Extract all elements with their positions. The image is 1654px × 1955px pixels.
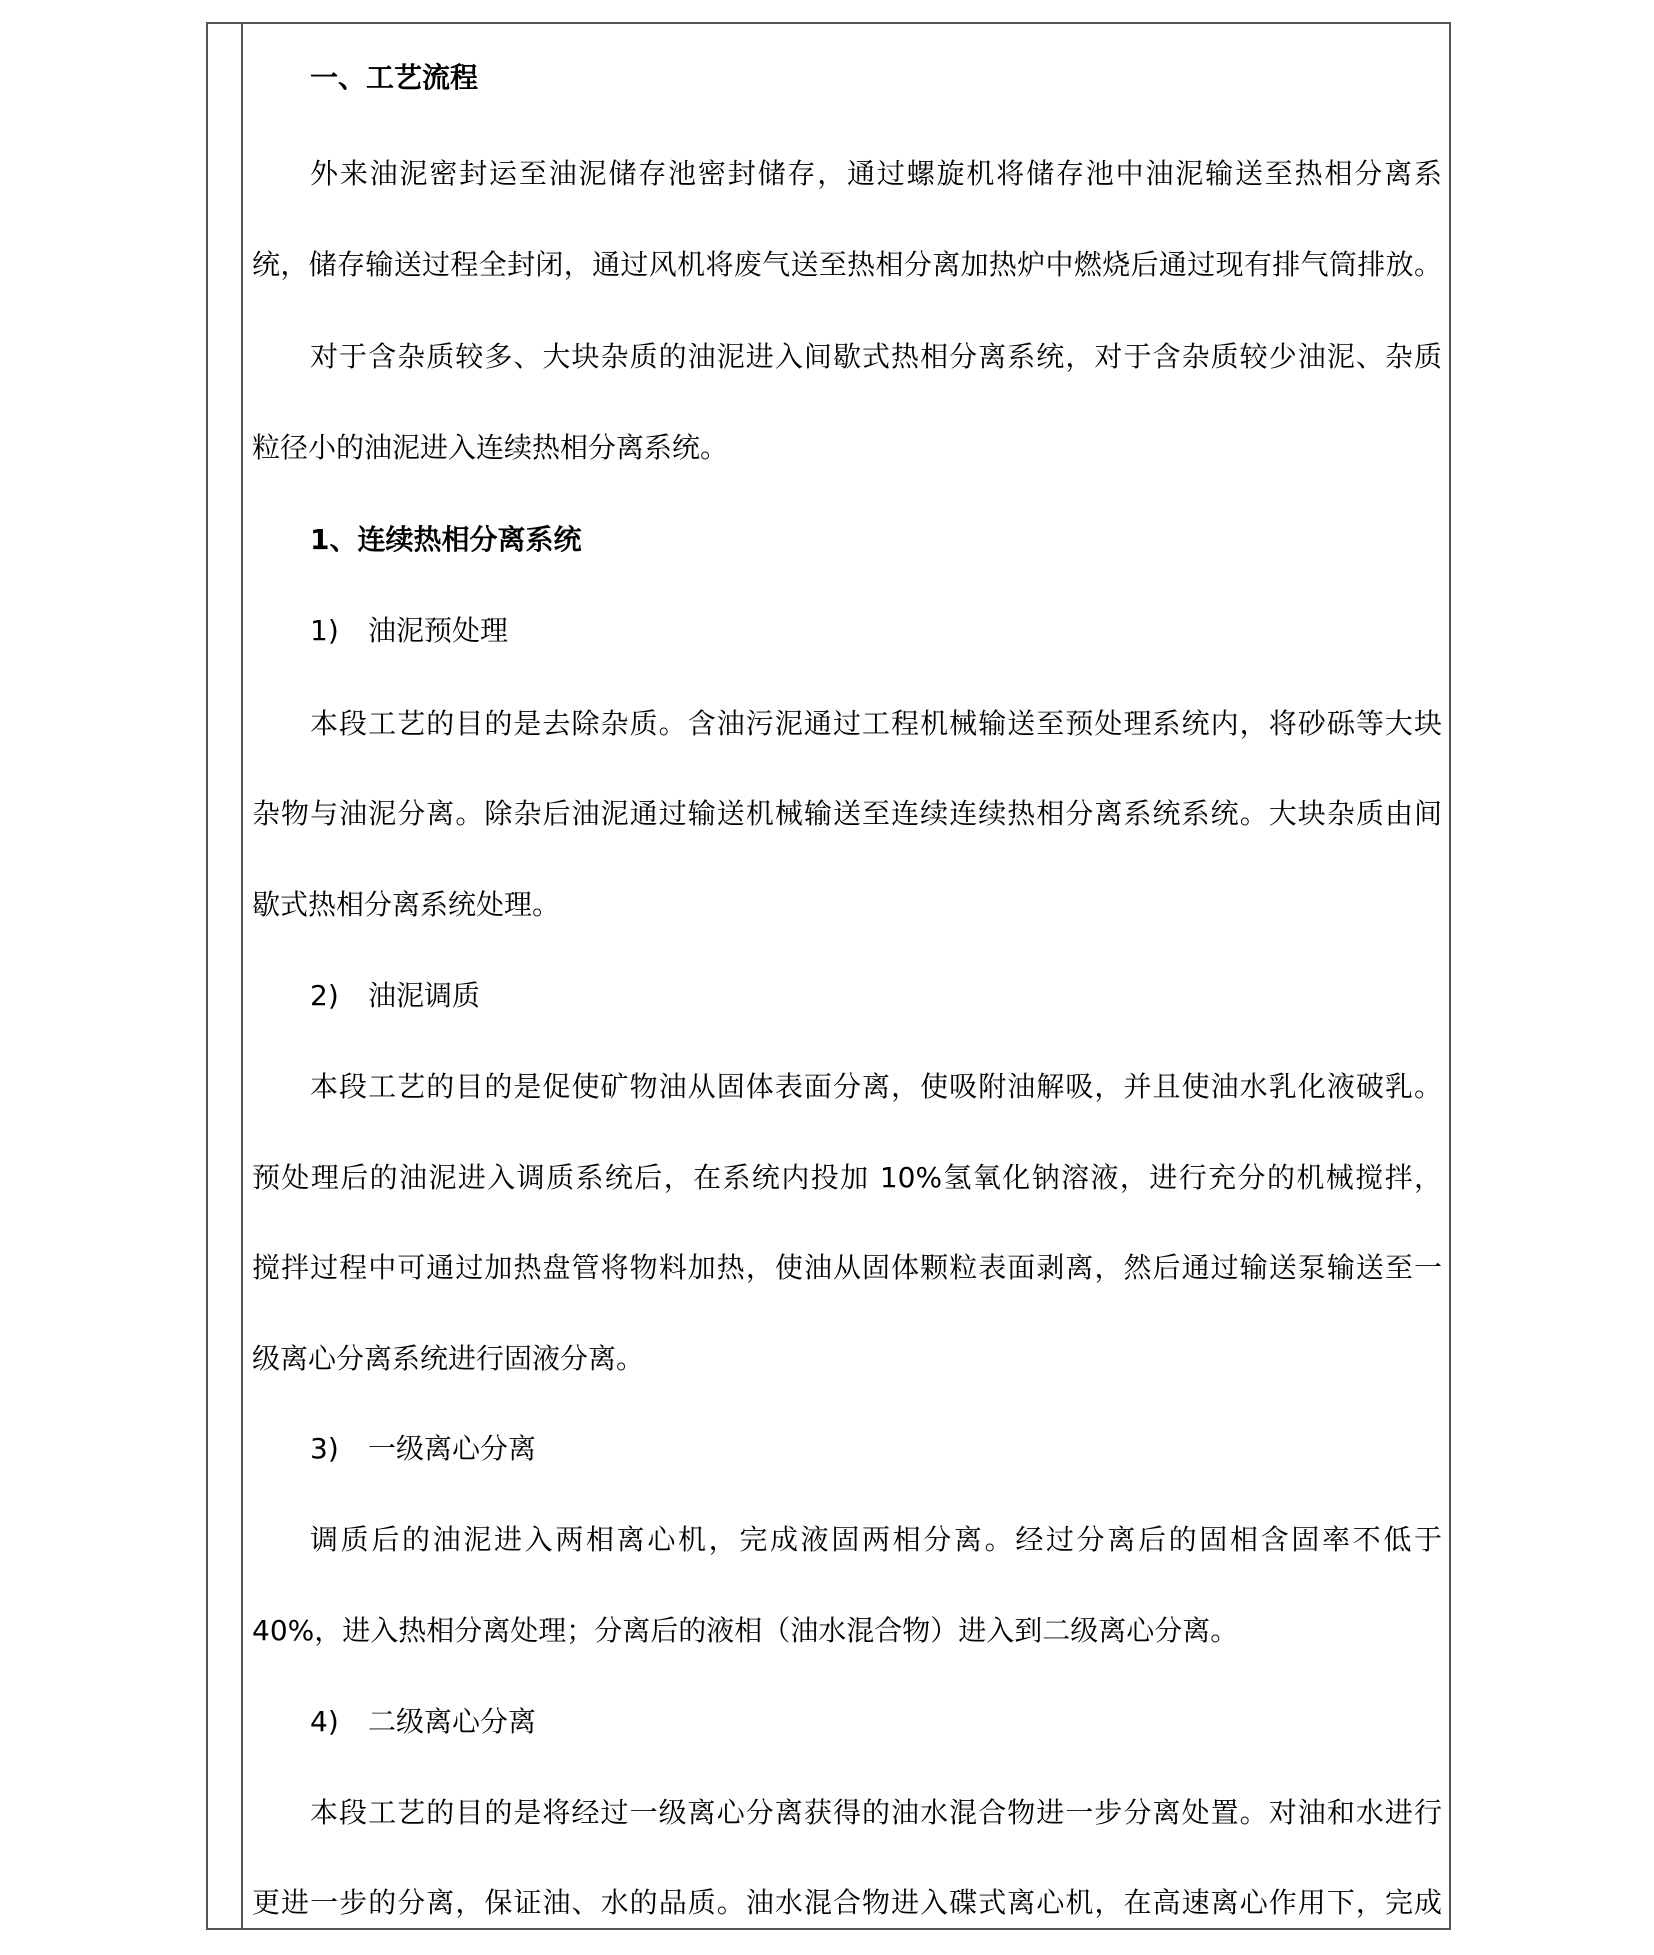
paragraph-line: 预处理后的油泥进入调质系统后，在系统内投加 10%氢氧化钠溶液，进行充分的机械搅拌，: [252, 1161, 1442, 1194]
section-heading: 一、工艺流程: [310, 61, 479, 94]
paragraph-line: 对于含杂质较多、大块杂质的油泥进入间歇式热相分离系统，对于含杂质较少油泥、杂质: [310, 340, 1442, 373]
sub-heading: 1、连续热相分离系统: [310, 523, 582, 556]
step-heading: [252, 1702, 1442, 1742]
paragraph-line: 本段工艺的目的是促使矿物油从固体表面分离，使吸附油解吸，并且使油水乳化液破乳。: [310, 1070, 1442, 1103]
paragraph-line: 级离心分离系统进行固液分离。: [252, 1342, 645, 1375]
step-number: 3): [310, 1432, 339, 1465]
paragraph-line: 更进一步的分离，保证油、水的品质。油水混合物进入碟式离心机，在高速离心作用下，完成: [252, 1886, 1442, 1919]
step-number: 1): [310, 614, 339, 647]
step-title: 二级离心分离: [368, 1705, 537, 1738]
paragraph-line: 本段工艺的目的是去除杂质。含油污泥通过工程机械输送至预处理系统内，将砂砾等大块: [310, 707, 1442, 740]
step-title: 一级离心分离: [368, 1432, 537, 1465]
step-heading: [252, 976, 1442, 1016]
paragraph-line: 粒径小的油泥进入连续热相分离系统。: [252, 431, 729, 464]
step-heading: [252, 1429, 1442, 1469]
paragraph-line: 搅拌过程中可通过加热盘管将物料加热，使油从固体颗粒表面剥离，然后通过输送泵输送至一: [252, 1251, 1442, 1284]
step-title: 油泥调质: [368, 979, 481, 1012]
document-frame: [206, 22, 1451, 1930]
paragraph-line: 本段工艺的目的是将经过一级离心分离获得的油水混合物进一步分离处置。对油和水进行: [310, 1796, 1442, 1829]
paragraph-line: 歇式热相分离系统处理。: [252, 888, 561, 921]
paragraph-line: 统，储存输送过程全封闭，通过风机将废气送至热相分离加热炉中燃烧后通过现有排气筒排放。: [252, 248, 1442, 281]
paragraph-line: 外来油泥密封运至油泥储存池密封储存，通过螺旋机将储存池中油泥输送至热相分离系: [310, 157, 1442, 190]
step-heading: [252, 611, 1442, 651]
step-number: 4): [310, 1705, 339, 1738]
left-column-rule: [241, 24, 243, 1928]
paragraph-line: 调质后的油泥进入两相离心机，完成液固两相分离。经过分离后的固相含固率不低于: [310, 1523, 1442, 1556]
paragraph-line: 40%，进入热相分离处理；分离后的液相（油水混合物）进入到二级离心分离。: [252, 1614, 1239, 1647]
paragraph-line: 杂物与油泥分离。除杂后油泥通过输送机械输送至连续连续热相分离系统系统。大块杂质由间: [252, 797, 1442, 830]
step-title: 油泥预处理: [368, 614, 509, 647]
step-number: 2): [310, 979, 339, 1012]
